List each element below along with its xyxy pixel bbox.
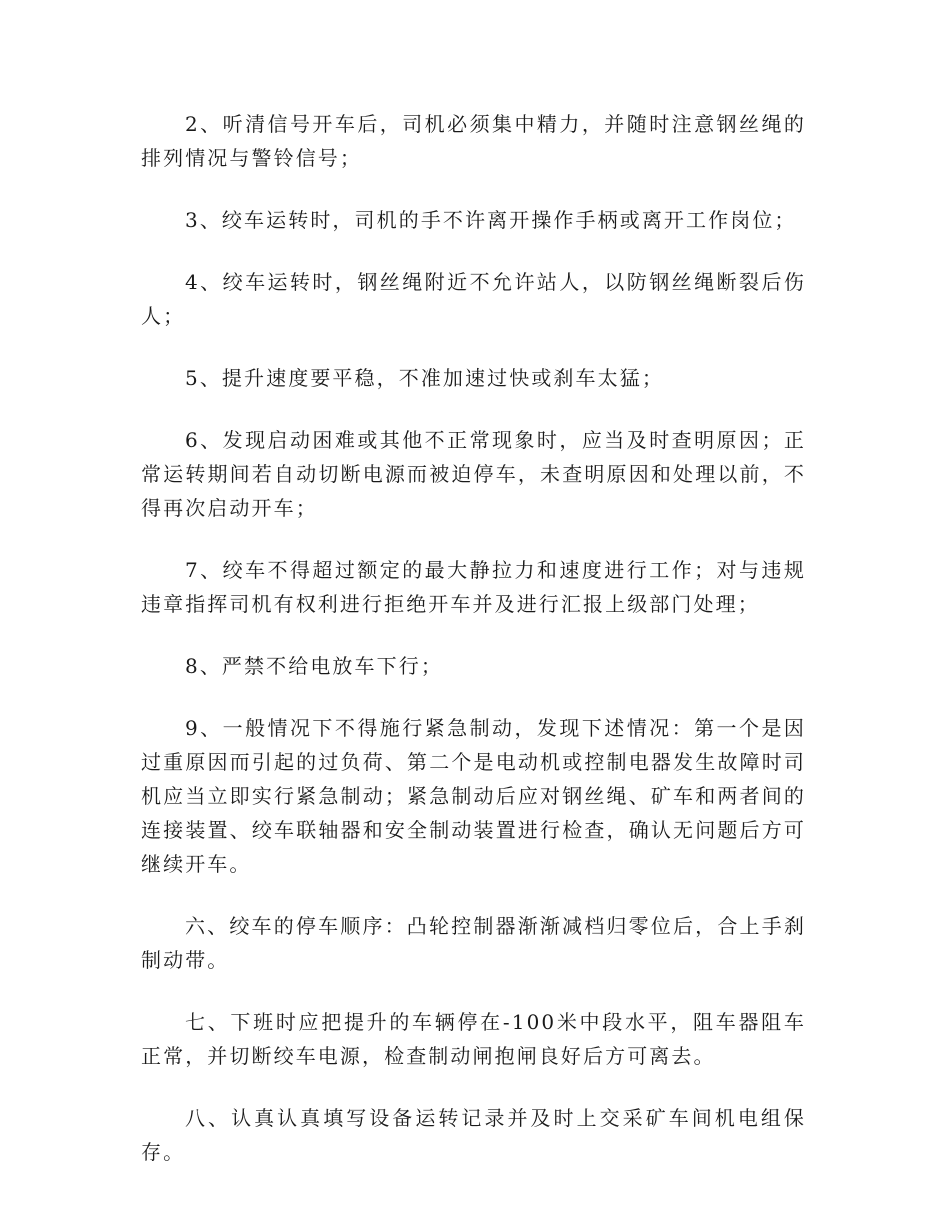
document-body [141, 107, 806, 1197]
paragraph-item-7: 7、绞车不得超过额定的最大静拉力和速度进行工作；对与违规违章指挥司机有权利进行拒绝开车并及进行汇报上级部门处理； [141, 558, 806, 616]
paragraph-section-6: 六、绞车的停车顺序：凸轮控制器渐渐减档归零位后，合上手刹制动带。 [141, 914, 806, 972]
paragraph-item-8: 8、严禁不给电放车下行； [185, 654, 443, 678]
paragraph-item-5: 5、提升速度要平稳，不准加速过快或刹车太猛； [185, 366, 664, 390]
paragraph-item-4: 4、绞车运转时，钢丝绳附近不允许站人，以防钢丝绳断裂后伤人； [141, 270, 806, 328]
paragraph-item-3: 3、绞车运转时，司机的手不许离开操作手柄或离开工作岗位； [185, 208, 797, 232]
paragraph-item-6: 6、发现启动困难或其他不正常现象时，应当及时查明原因；正常运转期间若自动切断电源而被迫停车，未查明原因和处理以前，不得再次启动开车； [141, 428, 806, 520]
paragraph-section-8: 八、认真认真填写设备运转记录并及时上交采矿车间机电组保存。 [141, 1106, 806, 1164]
paragraph-item-2: 2、听清信号开车后，司机必须集中精力，并随时注意钢丝绳的排列情况与警铃信号； [141, 112, 806, 170]
paragraph-item-9: 9、一般情况下不得施行紧急制动，发现下述情况：第一个是因过重原因而引起的过负荷、第二个是电动机或控制电器发生故障时司机应当立即实行紧急制动；紧急制动后应对钢丝绳、矿车和两者间的连接装置、绞车联轴器和安全制动装置进行检查，确认无问题后方可继续开车。 [141, 716, 806, 876]
paragraph-section-7: 七、下班时应把提升的车辆停在-100米中段水平，阻车器阻车正常，并切断绞车电源，检查制动闸抱闸良好后方可离去。 [141, 1010, 806, 1068]
